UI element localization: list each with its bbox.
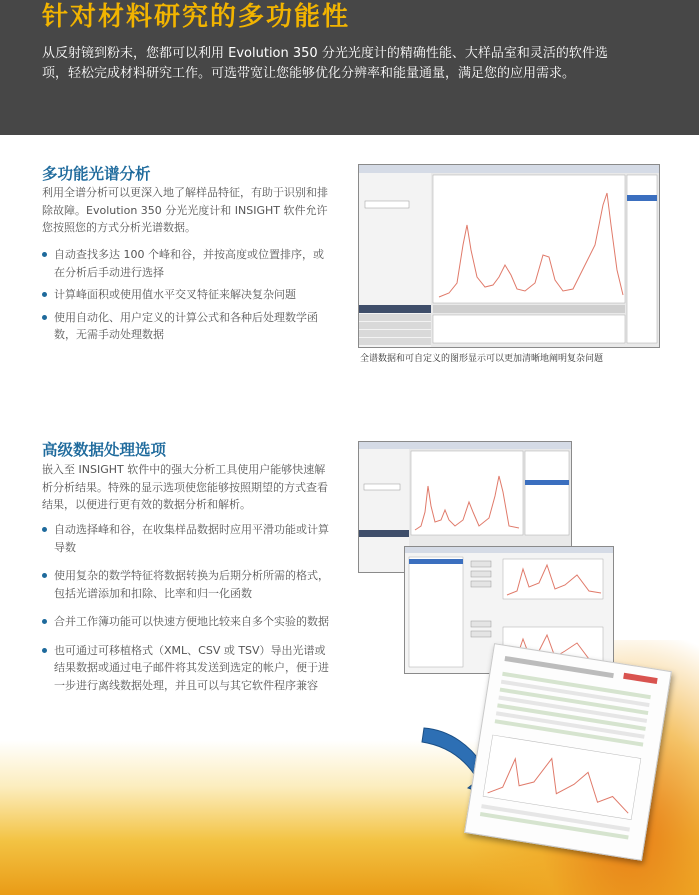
section1-bullet: 自动查找多达 100 个峰和谷，并按高度或位置排序，或在分析后手动进行选择 [42,246,334,281]
section1-title: 多功能光谱分析 [42,165,151,183]
section2-bullet: 自动选择峰和谷，在收集样品数据时应用平滑功能或计算导数 [42,521,334,556]
section1-bullets [42,246,334,344]
section1-bullet: 使用自动化、用户定义的计算公式和各种后处理数学函数，无需手动处理数据 [42,309,334,344]
section1-intro: 利用全谱分析可以更深入地了解样品特征，有助于识别和排除故障。Evolution 350 分光光度计和 INSIGHT 软件允许您按照您的方式分析光谱数据。 [42,186,328,234]
software-screenshot-1 [358,164,660,348]
hero-band [0,0,699,135]
section2-bullets [42,521,334,694]
section2-bullet: 使用复杂的数学特征将数据转换为后期分析所需的格式，包括光谱添加和扣除、比率和归一化函数 [42,567,334,602]
hero-intro: 从反射镜到粉末，您都可以利用 Evolution 350 分光光度计的精确性能、大样品室和灵活的软件选项，轻松完成材料研究工作。可选带宽让您能够优化分辨率和能量通量，满足您的应用需求。 [42,46,608,81]
page-title: 针对材料研究的多功能性 [42,2,351,32]
section1-bullet: 计算峰面积或使用值水平交叉特征来解决复杂问题 [42,286,334,304]
software-screenshot-icon [359,165,659,347]
screenshot-caption: 全谱数据和可自定义的图形显示可以更加清晰地阐明复杂问题 [360,354,604,364]
section2-bullet: 也可通过可移植格式（XML、CSV 或 TSV）导出光谱或结果数据或通过电子邮件将其发送到选定的帐户，便于进一步进行离线数据处理，并且可以与其它软件程序兼容 [42,642,334,695]
section2-title: 高级数据处理选项 [42,441,167,459]
section2-bullet: 合并工作簿功能可以快速方便地比较来自多个实验的数据 [42,613,334,631]
report-printout-icon [464,643,672,861]
section2-intro: 嵌入至 INSIGHT 软件中的强大分析工具使用户能够快速解析分析结果。特殊的显示选项使您能够按照期望的方式查看结果，以便进行更有效的数据分析和解析。 [42,463,328,511]
